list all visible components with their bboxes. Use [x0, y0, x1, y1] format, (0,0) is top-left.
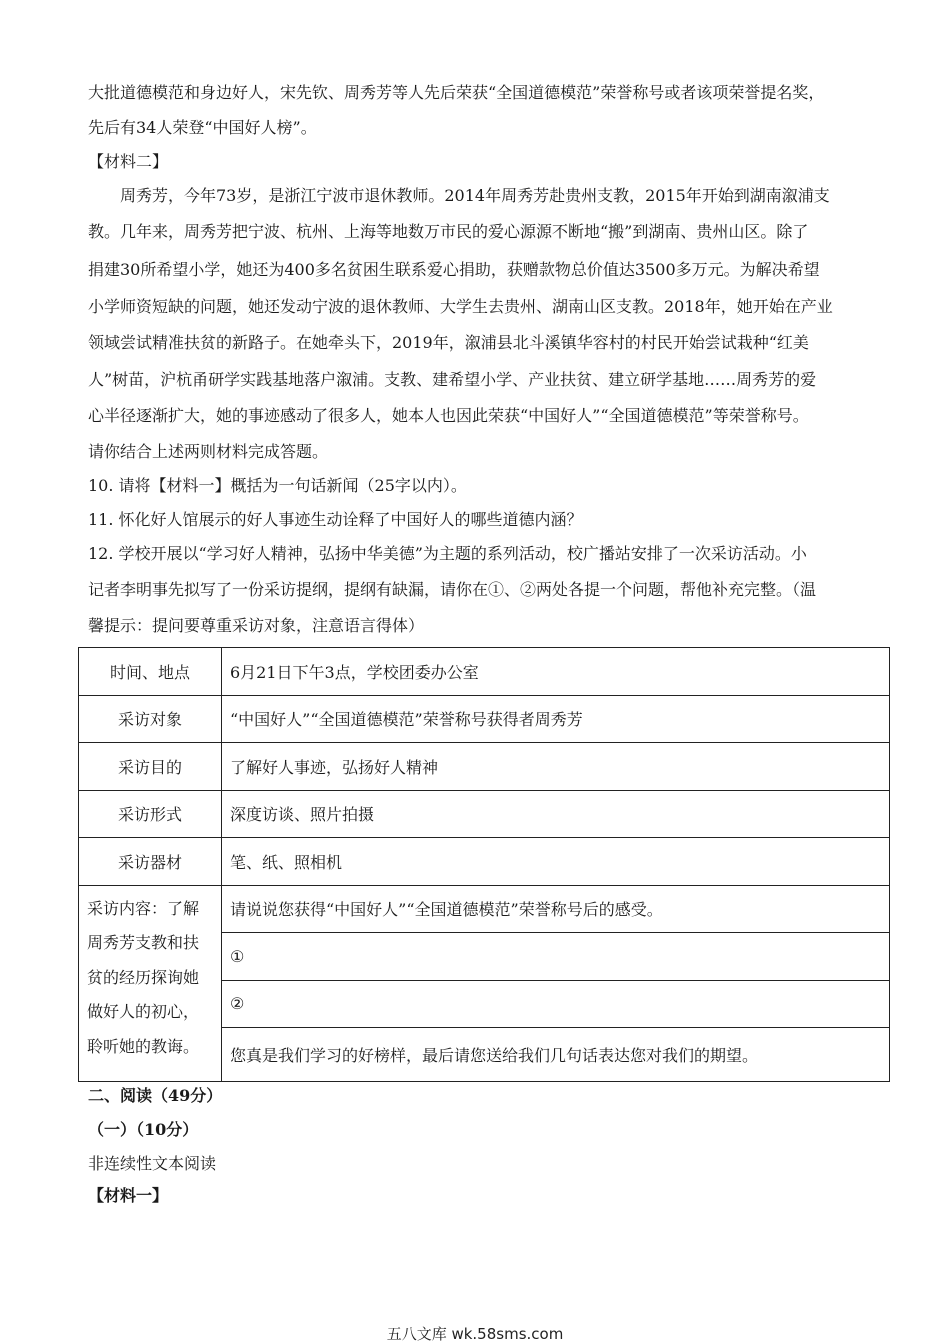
paragraph-line: 周秀芳，今年73岁，是浙江宁波市退休教师。2014年周秀芳赴贵州支教，2015年开始到湖南溆浦支	[120, 186, 830, 205]
table-row	[79, 790, 890, 838]
footer-watermark: 五八文库 wk.58sms.com	[386, 1325, 564, 1343]
paragraph-line: 教。几年来，周秀芳把宁波、杭州、上海等地数万市民的爱心源源不断地“搬”到湖南、贵州山区。除了	[88, 222, 809, 241]
question-12: 12. 学校开展以“学习好人精神，弘扬中华美德”为主题的系列活动，校广播站安排了一次采访活动。小	[88, 544, 807, 563]
row-label: 采访目的	[79, 743, 222, 791]
table-row	[79, 695, 890, 743]
sub-heading: （一）（10分）	[88, 1120, 199, 1139]
paragraph-line: 小学师资短缺的问题，她还发动宁波的退休教师、大学生去贵州、湖南山区支教。2018年，她开始在产业	[88, 297, 833, 316]
table-row	[79, 885, 890, 933]
paragraph-line: 捐建30所希望小学，她还为400多名贫困生联系爱心捐助，获赠款物总价值达3500多万元。为解决希望	[88, 260, 820, 279]
paragraph-line: 大批道德模范和身边好人，宋先钦、周秀芳等人先后荣获“全国道德模范”荣誉称号或者该项荣誉提名奖，	[88, 83, 825, 102]
section-heading: 二、阅读（49分）	[88, 1086, 223, 1105]
question-10: 10. 请将【材料一】概括为一句话新闻（25字以内）。	[88, 476, 467, 495]
interview-outline-table	[78, 647, 890, 1082]
row-value: 笔、纸、照相机	[222, 838, 890, 886]
row-value: 深度访谈、照片拍摄	[222, 790, 890, 838]
table-row	[79, 648, 890, 696]
content-label: 采访内容：了解周秀芳支教和扶贫的经历探询她做好人的初心，聆听她的教诲。	[79, 885, 222, 1082]
paragraph-line: 先后有34人荣登“中国好人榜”。	[88, 118, 317, 137]
content-blank-1: ①	[222, 933, 890, 981]
row-value: 了解好人事迹，弘扬好人精神	[222, 743, 890, 791]
row-label: 采访器材	[79, 838, 222, 886]
material-two-label: 【材料二】	[88, 152, 169, 171]
question-12-line: 馨提示：提问要尊重采访对象，注意语言得体）	[88, 616, 425, 635]
row-value: 6月21日下午3点，学校团委办公室	[222, 648, 890, 696]
table-row	[79, 743, 890, 791]
content-blank-2: ②	[222, 980, 890, 1028]
paragraph-line: 人”树苗，沪杭甬研学实践基地落户溆浦。支教、建希望小学、产业扶贫、建立研学基地……周秀芳的爱	[88, 370, 817, 389]
paragraph-line: 领域尝试精准扶贫的新路子。在她牵头下，2019年，溆浦县北斗溪镇华容村的村民开始尝试栽种“红美	[88, 333, 809, 352]
material-one-label: 【材料一】	[88, 1186, 169, 1205]
question-12-line: 记者李明事先拟写了一份采访提纲，提纲有缺漏，请你在①、②两处各提一个问题，帮他补充完整。（温	[88, 580, 817, 599]
paragraph-line: 心半径逐渐扩大，她的事迹感动了很多人，她本人也因此荣获“中国好人”“全国道德模范”等荣誉称号。	[88, 406, 809, 425]
row-label: 采访对象	[79, 695, 222, 743]
row-label: 时间、地点	[79, 648, 222, 696]
row-label: 采访形式	[79, 790, 222, 838]
content-item: 您真是我们学习的好榜样，最后请您送给我们几句话表达您对我们的期望。	[222, 1028, 890, 1082]
text-type-label: 非连续性文本阅读	[88, 1154, 217, 1173]
instruction-line: 请你结合上述两则材料完成答题。	[88, 442, 329, 461]
question-11: 11. 怀化好人馆展示的好人事迹生动诠释了中国好人的哪些道德内涵？	[88, 510, 583, 529]
row-value: “中国好人”“全国道德模范”荣誉称号获得者周秀芳	[222, 695, 890, 743]
table-row	[79, 838, 890, 886]
content-item: 请说说您获得“中国好人”“全国道德模范”荣誉称号后的感受。	[222, 885, 890, 933]
